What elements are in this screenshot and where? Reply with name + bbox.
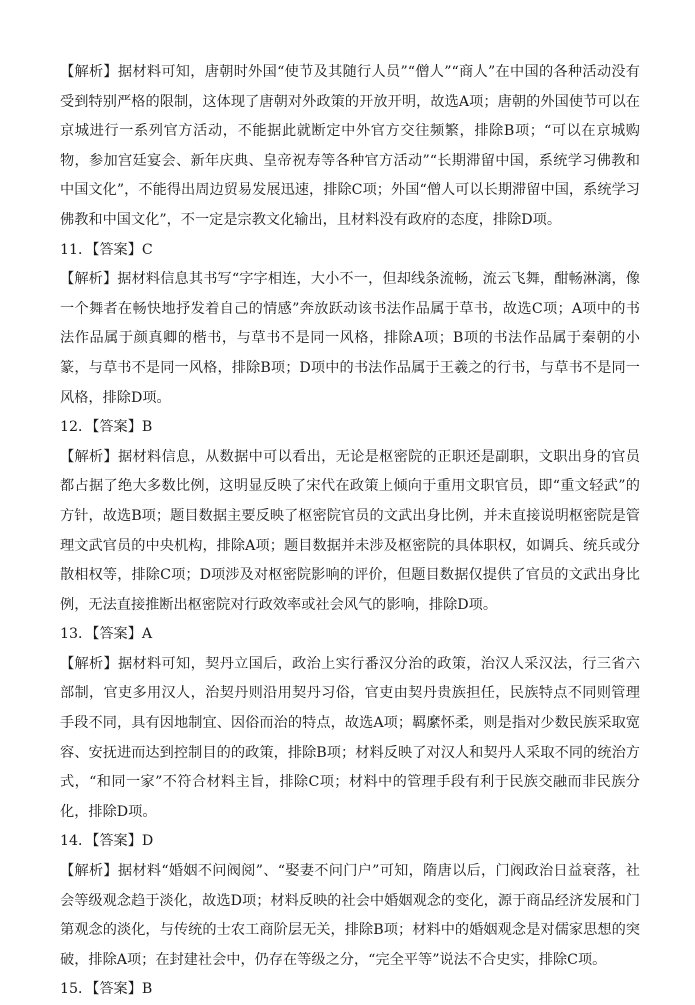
document-body	[60, 58, 640, 1005]
answer-label: 【答案】	[92, 626, 142, 643]
answer-value: A	[141, 626, 153, 643]
analysis-text: 据材料信息其书写“字字相连，大小不一，但却线条流畅，流云飞舞，酣畅淋漓，像一个舞者在畅快地抒发着自己的情感”奔放跃动该书法作品属于草书，故选C项；A项中的书法作品属于颜真卿的楷书，与草书不是同一风格，排除A项；B项的书法作品属于秦朝的小篆，与草书不是同一风格，排除B项；D项中的书法作品属于王羲之的行书，与草书不是同一风格，排除D项。	[60, 271, 640, 406]
analysis-paragraph-13	[60, 650, 640, 828]
question-number: 11．	[60, 241, 93, 258]
answer-label: 【答案】	[92, 241, 142, 258]
answer-label: 【答案】	[92, 981, 142, 998]
analysis-text: 据材料可知，唐朝时外国“使节及其随行人员”“僧人”“商人”在中国的各种活动没有受到特别严格的限制，这体现了唐朝对外政策的开放开明，故选A项；唐朝的外国使节可以在京城进行一系列官方活动，不能据此就断定中外官方交往频繁，排除B项；“可以在京城购物，参加宫廷宴会、新年庆典、皇帝祝寿等各种官方活动”“长期滞留中国，系统学习佛教和中国文化”，不能得出周边贸易发展迅速，排除C项；外国“僧人可以长期滞留中国，系统学习佛教和中国文化”，不一定是宗教文化输出，且材料没有政府的态度，排除D项。	[60, 64, 640, 228]
analysis-paragraph-10	[60, 58, 640, 236]
answer-value: B	[141, 981, 153, 998]
answer-line-13	[60, 620, 640, 650]
answer-value: B	[141, 419, 153, 436]
analysis-text: 据材料可知，契丹立国后，政治上实行番汉分治的政策，治汉人采汉法，行三省六部制，官吏多用汉人，治契丹则沿用契丹习俗，官吏由契丹贵族担任，民族特点不同则管理手段不同，具有因地制宜、因俗而治的特点，故选A项；羁縻怀柔，则是指对少数民族采取宽容、安抚进而达到控制目的的政策，排除B项；材料反映了对汉人和契丹人采取不同的统治方式，“和同一家”不符合材料主旨，排除C项；材料中的管理手段有利于民族交融而非民族分化，排除D项。	[60, 655, 640, 820]
question-number: 13．	[60, 626, 93, 643]
analysis-paragraph-14	[60, 857, 640, 975]
analysis-label: 【解析】	[60, 271, 118, 288]
analysis-text: 据材料“婚姻不问阀阅”、“娶妻不问门户”可知，隋唐以后，门阀政治日益衰落，社会等级观念趋于淡化，故选D项；材料反映的社会中婚姻观念的变化，源于商品经济发展和门第观念的淡化，与传统的士农工商阶层无关，排除B项；材料中的婚姻观念是对儒家思想的突破，排除A项；在封建社会中，仍存在等级之分，“完全平等”说法不合史实，排除C项。	[60, 863, 640, 968]
analysis-label: 【解析】	[60, 863, 118, 880]
analysis-label: 【解析】	[60, 655, 119, 672]
answer-line-15	[60, 975, 640, 1005]
answer-label: 【答案】	[92, 419, 142, 436]
answer-value: C	[141, 241, 153, 258]
answer-line-12	[60, 413, 640, 443]
answer-line-14	[60, 827, 640, 857]
answer-label: 【答案】	[92, 833, 142, 850]
analysis-paragraph-11	[60, 265, 640, 413]
question-number: 14．	[60, 833, 93, 850]
analysis-text: 据材料信息，从数据中可以看出，无论是枢密院的正职还是副职，文职出身的官员都占据了绝大多数比例，这明显反映了宋代在政策上倾向于重用文职官员，即“重文轻武”的方针，故选B项；题目数据主要反映了枢密院官员的文武出身比例，并未直接说明枢密院是管理文武官员的中央机构，排除A项；题目数据并未涉及枢密院的具体职权，如调兵、统兵或分散相权等，排除C项；D项涉及对枢密院影响的评价，但题目数据仅提供了官员的文武出身比例，无法直接推断出枢密院对行政效率或社会风气的影响，排除D项。	[60, 448, 640, 613]
analysis-label: 【解析】	[60, 448, 119, 465]
question-number: 12．	[60, 419, 93, 436]
question-number: 15．	[60, 981, 93, 998]
answer-line-11	[60, 236, 640, 266]
answer-value: D	[141, 833, 154, 850]
analysis-label: 【解析】	[60, 64, 118, 80]
analysis-paragraph-12	[60, 443, 640, 621]
